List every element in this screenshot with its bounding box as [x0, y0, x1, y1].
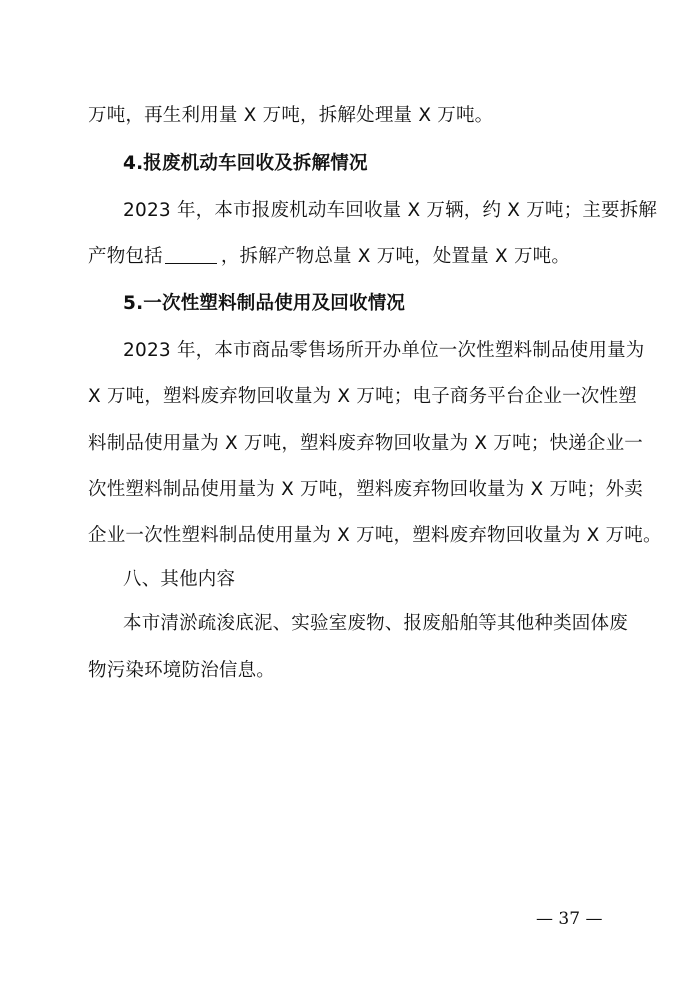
paragraph-line-vehicle-1: 2023 年，本市报废机动车回收量 X 万辆，约 X 万吨；主要拆解	[123, 200, 658, 221]
paragraph-line-plastic-4: 次性塑料制品使用量为 X 万吨，塑料废弃物回收量为 X 万吨；外卖	[88, 479, 643, 500]
section-heading-plastic-products: 5.一次性塑料制品使用及回收情况	[123, 293, 406, 314]
paragraph-line-plastic-5: 企业一次性塑料制品使用量为 X 万吨，塑料废弃物回收量为 X 万吨。	[88, 525, 662, 546]
paragraph-line-plastic-1: 2023 年，本市商品零售场所开办单位一次性塑料制品使用量为	[123, 340, 645, 361]
fill-in-blank	[165, 245, 217, 264]
paragraph-line-plastic-3: 料制品使用量为 X 万吨，塑料废弃物回收量为 X 万吨；快递企业一	[88, 433, 643, 454]
section-heading-vehicle-dismantling: 4.报废机动车回收及拆解情况	[123, 153, 368, 174]
paragraph-line-vehicle-2	[88, 245, 570, 269]
paragraph-line-continuation: 万吨，再生利用量 X 万吨，拆解处理量 X 万吨。	[88, 105, 494, 126]
products-label: 产物包括	[88, 246, 163, 267]
paragraph-line-plastic-2: X 万吨，塑料废弃物回收量为 X 万吨；电子商务平台企业一次性塑	[88, 386, 637, 407]
products-summary: ，拆解产物总量 X 万吨，处置量 X 万吨。	[220, 246, 571, 267]
section-heading-other-content: 八、其他内容	[123, 569, 236, 590]
paragraph-line-other-2: 物污染环境防治信息。	[88, 660, 276, 681]
page-number: — 37 —	[536, 909, 603, 929]
paragraph-line-other-1: 本市清淤疏浚底泥、实验室废物、报废船舶等其他种类固体废	[123, 613, 628, 634]
